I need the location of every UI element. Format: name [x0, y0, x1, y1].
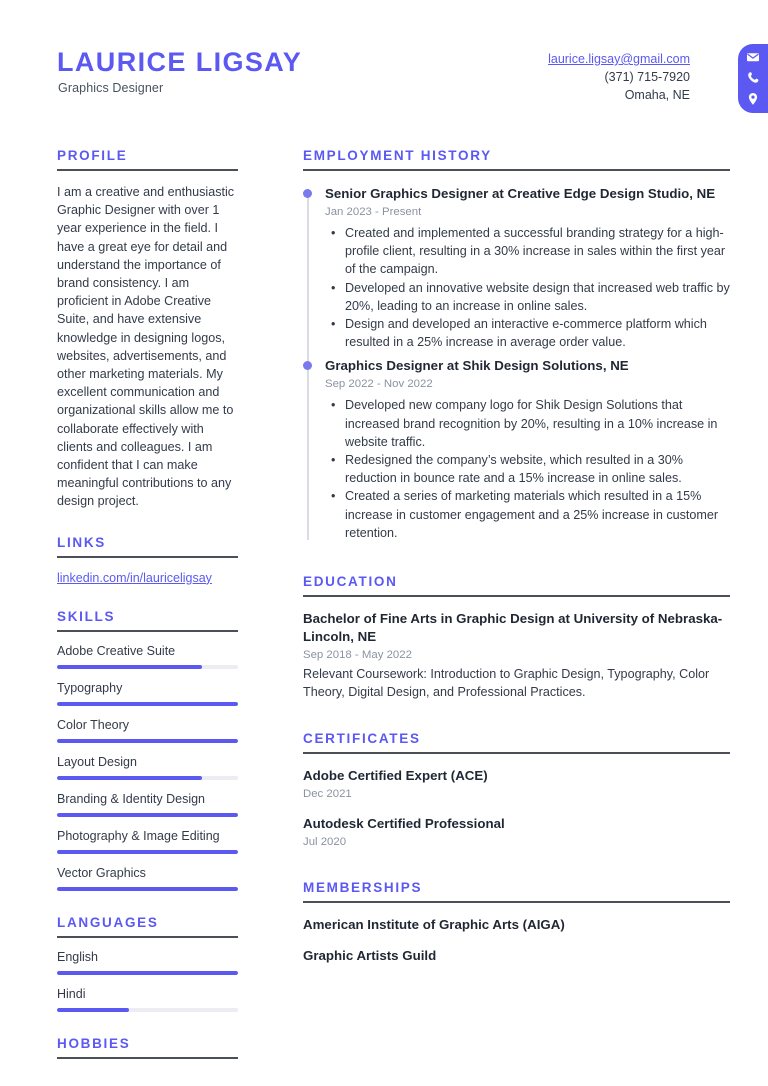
timeline-dot-icon: [303, 361, 312, 370]
list-item: [57, 828, 238, 854]
spacer: [57, 1012, 238, 1036]
certificate-date: Jul 2020: [303, 836, 347, 849]
profile-text: I am a creative and enthusiastic Graphic Designer with over 1 year experience in the field. I have a great eye for detail and understand the importance of brand consistency. I am proficient in Adobe Creative Suite, and have extensive knowledge in designing logos, websites, advertisements, and other marketing materials. My excellent communication and organizational skills allow me to collaborate effectively with clients and colleagues. I am confident that I can make meaningful contributions to any design project.: [57, 185, 235, 509]
skill-label: Branding & Identity Design: [57, 791, 206, 806]
spacer: [57, 891, 238, 915]
list-item: [57, 717, 238, 743]
education-description: Relevant Coursework: Introduction to Graphic Design, Typography, Color Theory, Digital Design, and Professional Practices.: [303, 667, 710, 700]
education-degree: Bachelor of Fine Arts in Graphic Design at University of Nebraska-Lincoln, NE: [303, 611, 723, 645]
contact-phone: (371) 715-7920: [604, 70, 690, 84]
list-item: • Redesigned the company’s website, which resulted in a 30% reduction in bounce rate and a 15% increase in online sales.: [343, 451, 730, 487]
skill-level-bar: [57, 813, 238, 817]
list-item: [303, 916, 730, 934]
list-item: [303, 610, 730, 701]
section-divider: [57, 630, 238, 632]
list-item: [57, 571, 238, 585]
spacer: [303, 544, 730, 574]
list-item: [303, 815, 730, 850]
skill-level-fill: [57, 850, 238, 854]
job-title-text: Graphics Designer at Shik Design Solutions, NE: [325, 358, 629, 374]
section-title-profile: PROFILE: [57, 148, 128, 163]
education-date: Sep 2018 - May 2022: [303, 649, 412, 662]
job-title-text: Senior Graphics Designer at Creative Edge Design Studio, NE: [325, 186, 716, 201]
section-title-hobbies: HOBBIES: [57, 1035, 131, 1051]
list-item: [303, 947, 730, 965]
section-title-languages: LANGUAGES: [57, 914, 159, 930]
skill-level-fill: [57, 702, 238, 706]
list-item: [57, 643, 238, 669]
section-title-links: LINKS: [57, 534, 106, 550]
list-item: [57, 680, 238, 706]
list-item: [325, 185, 730, 351]
section-title-education: EDUCATION: [303, 574, 398, 590]
certificate-date: Dec 2021: [303, 788, 352, 801]
skill-level-bar: [57, 850, 238, 854]
list-item: • Developed new company logo for Shik Design Solutions that increased brand recognition by 20%, resulting in a 10% increase in website traffic.: [343, 396, 730, 451]
list-item: [303, 767, 730, 802]
section-links: [57, 535, 238, 585]
section-divider: [57, 169, 238, 171]
language-level-bar: [57, 971, 238, 975]
section-employment-history: [303, 148, 730, 542]
contact-email-row: [548, 50, 690, 68]
envelope-icon: [745, 49, 761, 65]
job-bullets: [325, 396, 730, 542]
job-date: Jan 2023 - Present: [325, 206, 422, 218]
section-title-memberships: MEMBERSHIPS: [303, 880, 423, 896]
list-item: [57, 791, 238, 817]
resume-header: [0, 0, 768, 130]
email-link[interactable]: laurice.ligsay@gmail.com: [548, 52, 690, 66]
section-divider: [57, 936, 238, 938]
list-item: • Created a series of marketing materials which resulted in a 15% increase in customer engagement and a 25% increase in customer retention.: [343, 487, 730, 542]
linkedin-link[interactable]: linkedin.com/in/lauriceligsay: [57, 570, 212, 585]
phone-icon: [745, 70, 761, 86]
language-label: English: [57, 949, 98, 964]
section-title-employment: EMPLOYMENT HISTORY: [303, 148, 492, 163]
section-divider: [303, 169, 730, 171]
job-bullets: [325, 224, 730, 351]
language-label: Hindi: [57, 986, 86, 1001]
contact-icon-strip: [738, 44, 768, 113]
section-profile: [57, 148, 238, 511]
skill-level-fill: [57, 739, 238, 743]
spacer: [57, 585, 238, 609]
skill-label: Vector Graphics: [57, 865, 146, 880]
section-memberships: [303, 880, 730, 965]
language-level-fill: [57, 971, 238, 975]
spacer: [303, 701, 730, 731]
contact-location: Omaha, NE: [624, 88, 690, 102]
membership-name: American Institute of Graphic Arts (AIGA): [303, 917, 565, 933]
list-item: • Created and implemented a successful branding strategy for a high-profile client, resulting in a 30% increase in sales within the first year of the campaign.: [343, 224, 730, 279]
section-title-certificates: CERTIFICATES: [303, 731, 421, 747]
skill-level-fill: [57, 665, 202, 669]
section-divider: [57, 1057, 238, 1059]
job-date: Sep 2022 - Nov 2022: [325, 378, 433, 391]
location-pin-icon: [745, 91, 761, 107]
section-title-skills: SKILLS: [57, 608, 116, 624]
skill-level-bar: [57, 665, 238, 669]
section-divider: [303, 752, 730, 754]
page-title: LAURICE LIGSAY: [57, 47, 303, 77]
list-item: [57, 949, 238, 975]
list-item: • Design and developed an interactive e-commerce platform which resulted in a 25% increase in average order value.: [343, 315, 730, 351]
section-divider: [303, 901, 730, 903]
employment-timeline: [303, 185, 730, 542]
section-divider: [57, 556, 238, 558]
skill-label: Typography: [57, 680, 123, 695]
membership-name: Graphic Artists Guild: [303, 948, 437, 964]
list-item: • Developed an innovative website design that increased web traffic by 20%, leading to an increase in online sales.: [343, 279, 730, 315]
contact-info: [548, 50, 690, 104]
spacer: [303, 850, 730, 880]
section-certificates: [303, 731, 730, 850]
list-item: [57, 754, 238, 780]
skill-label: Color Theory: [57, 717, 130, 732]
timeline-dot-icon: [303, 189, 312, 198]
skill-level-fill: [57, 813, 238, 817]
section-skills: [57, 609, 238, 891]
skill-label: Adobe Creative Suite: [57, 643, 176, 658]
skill-label: Layout Design: [57, 754, 137, 769]
certificate-name: Adobe Certified Expert (ACE): [303, 768, 488, 784]
list-item: [57, 986, 238, 1012]
section-hobbies: [57, 1036, 238, 1059]
section-divider: [303, 595, 730, 597]
skill-label: Photography & Image Editing: [57, 828, 220, 843]
left-column: [57, 148, 238, 1059]
skill-level-bar: [57, 776, 238, 780]
job-title: Graphics Designer: [58, 81, 164, 95]
skill-level-bar: [57, 702, 238, 706]
spacer: [57, 511, 238, 535]
certificate-name: Autodesk Certified Professional: [303, 816, 505, 832]
section-education: [303, 574, 730, 701]
skill-level-bar: [57, 739, 238, 743]
list-item: [57, 865, 238, 891]
list-item: [325, 357, 730, 542]
skill-level-fill: [57, 776, 202, 780]
section-languages: [57, 915, 238, 1012]
right-column: [303, 148, 730, 965]
